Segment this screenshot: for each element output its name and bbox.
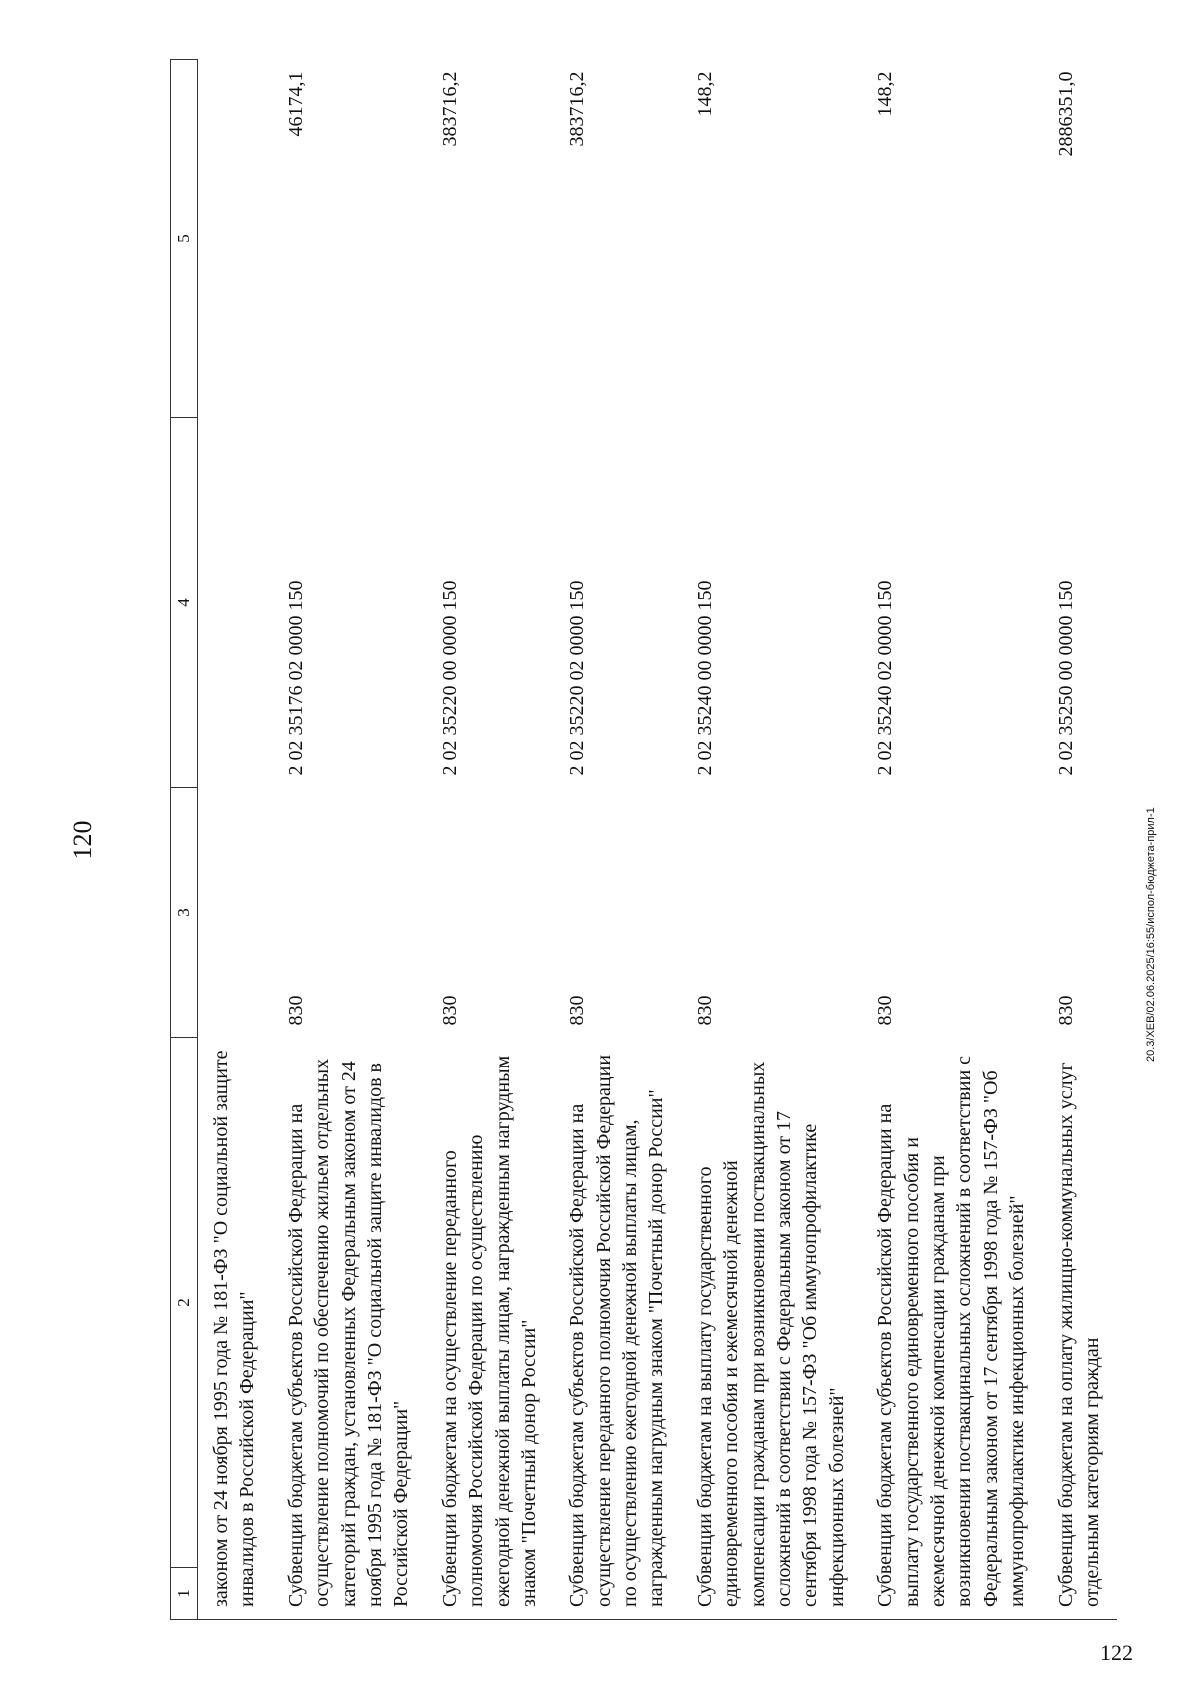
- page-number: 120: [68, 820, 97, 860]
- table-row: [862, 60, 1042, 1620]
- budget-table: [170, 59, 1117, 1620]
- row-budget-code: 2 02 35176 02 0000 150: [284, 580, 307, 776]
- row-description: законом от 24 ноября 1995 года № 181-ФЗ "О социальной защите инвалидов в Российской Федерации": [198, 1038, 273, 1620]
- table-row: [427, 60, 555, 1620]
- column-header-4: 4: [171, 418, 198, 788]
- row-budget-code: 2 02 35240 02 0000 150: [874, 580, 897, 776]
- row-admin-code: 830: [566, 995, 589, 1026]
- row-admin-code: [198, 788, 273, 1038]
- outer-page-number: 122: [1100, 1640, 1133, 1665]
- row-admin-code: 830: [693, 995, 716, 1026]
- table-row: [682, 60, 862, 1620]
- row-amount: 46174,1: [284, 71, 307, 137]
- table-row: [273, 60, 427, 1620]
- row-admin-code: 830: [438, 995, 461, 1026]
- row-amount: 383716,2: [566, 71, 589, 147]
- row-budget-code: 2 02 35240 00 0000 150: [693, 580, 716, 776]
- row-budget-code: 2 02 35220 02 0000 150: [566, 580, 589, 776]
- row-description: Субвенции бюджетам на выплату государственного единовременного пособия и ежемесячной денежной компенсации гражданам при возникновении поствакцинальных осложнений в соответствии с Федеральным законом от 17 сентября 1998 года № 157-ФЗ "Об иммунопрофилактике инфекционных болезней": [682, 1038, 862, 1620]
- table-row: [198, 60, 273, 1620]
- row-budget-code: 2 02 35220 00 0000 150: [438, 580, 461, 776]
- column-header-5: 5: [171, 60, 198, 418]
- column-header-2: 2: [171, 1038, 198, 1568]
- row-admin-code: 830: [284, 995, 307, 1026]
- row-description: Субвенции бюджетам субъектов Российской Федерации на выплату государственного единовременного пособия и ежемесячной денежной компенсации гражданам при возникновении поствакцинальных осложнений в соответствии с Федеральным законом от 17 сентября 1998 года № 157-ФЗ "Об иммунопрофилактике инфекционных болезней": [862, 1038, 1042, 1620]
- row-budget-code: 2 02 35250 00 0000 150: [1054, 580, 1077, 776]
- table-row: [554, 60, 682, 1620]
- row-amount: 148,2: [693, 71, 716, 117]
- row-amount: 148,2: [874, 71, 897, 117]
- row-description: Субвенции бюджетам на осуществление переданного полномочия Российской Федерации по осуществлению ежегодной денежной выплаты лицам, награжденным нагрудным знаком "Почетный донор России": [427, 1038, 555, 1620]
- row-budget-code: [198, 418, 273, 788]
- row-amount: [198, 60, 273, 418]
- column-number-row: [171, 60, 198, 1620]
- row-description: Субвенции бюджетам субъектов Российской Федерации на осуществление полномочий по обеспечению жильем отдельных категорий граждан, установленных Федеральным законом от 24 ноября 1995 года № 181-ФЗ "О социальной защите инвалидов в Российской Федерации": [273, 1038, 427, 1620]
- row-amount: 2886351,0: [1054, 71, 1077, 157]
- column-header-1: 1: [171, 1568, 198, 1620]
- row-description: Субвенции бюджетам субъектов Российской Федерации на осуществление переданного полномочия Российской Федерации по осуществлению ежегодной денежной выплаты лицам, награжденным нагрудным знаком "Почетный донор России": [554, 1038, 682, 1620]
- row-description: Субвенции бюджетам на оплату жилищно-коммунальных услуг отдельным категориям граждан: [1043, 1038, 1118, 1620]
- row-admin-code: 830: [1054, 995, 1077, 1026]
- column-header-3: 3: [171, 788, 198, 1038]
- rotated-page: [68, 60, 1200, 1620]
- table-row: [1043, 60, 1118, 1620]
- row-amount: 383716,2: [438, 71, 461, 147]
- document-footer-code: 20.3/XEB/02.06.2025/16:55/испол-бюджета-прил-1: [1145, 807, 1157, 1062]
- row-admin-code: 830: [874, 995, 897, 1026]
